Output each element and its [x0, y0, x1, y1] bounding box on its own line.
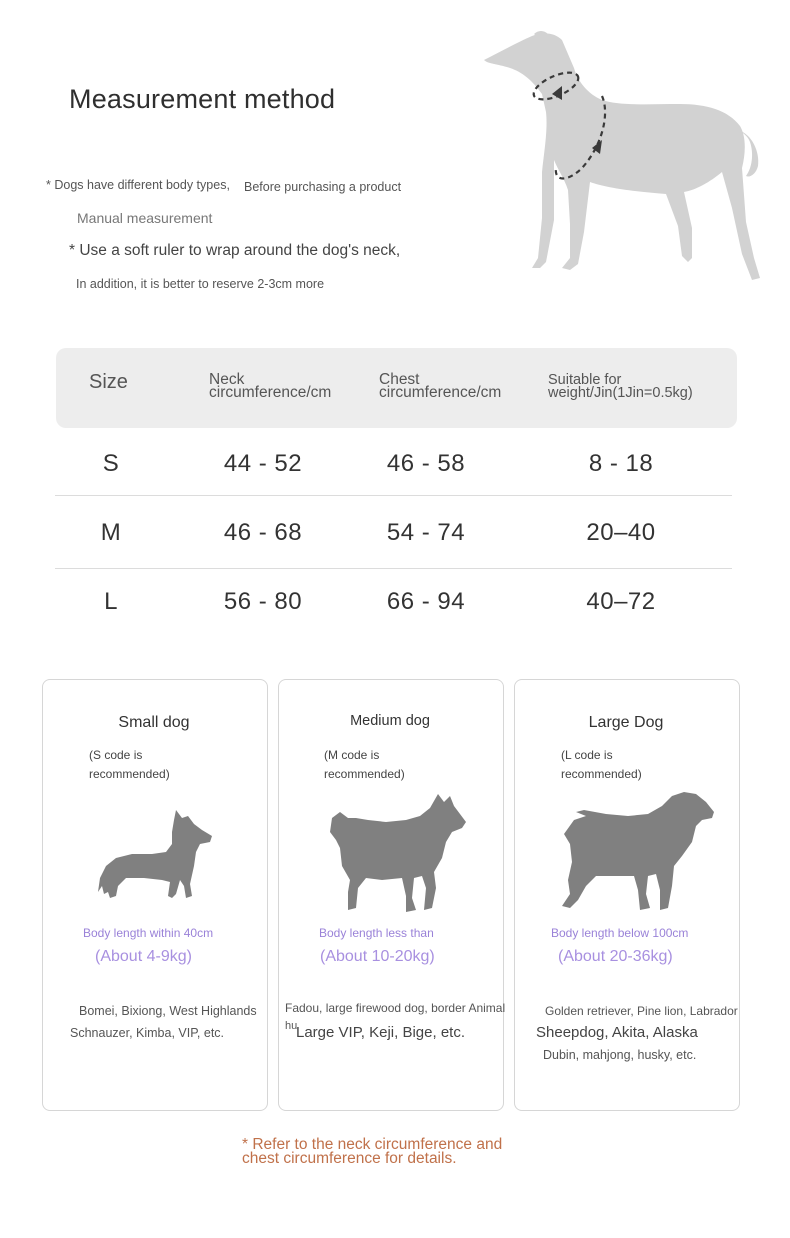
card-small-breeds-line1: Bomei, Bixiong, West Highlands — [79, 1004, 257, 1018]
card-large-title: Large Dog — [588, 714, 664, 731]
card-large-recommendation — [561, 746, 642, 784]
row-m-neck: 46 - 68 — [223, 519, 303, 546]
card-medium-breeds-line1b: hu — [285, 1020, 298, 1032]
row-divider — [55, 495, 732, 496]
row-m-size: M — [100, 519, 122, 546]
row-l-neck: 56 - 80 — [223, 588, 303, 615]
row-divider — [55, 568, 732, 569]
card-large-rec-line2: recommended) — [561, 767, 642, 781]
header-chest — [379, 373, 501, 399]
large-dog-icon — [556, 790, 718, 914]
row-l-size: L — [104, 588, 118, 615]
row-s-chest: 46 - 58 — [386, 450, 466, 477]
small-dog-icon — [92, 806, 218, 906]
card-large-weight: (About 20-36kg) — [558, 948, 673, 965]
card-medium-breeds-line2: Large VIP, Keji, Bige, etc. — [296, 1024, 465, 1041]
footer-note-line2: chest circumference for details. — [242, 1150, 457, 1167]
note-before-purchase: Before purchasing a product — [244, 180, 402, 194]
card-medium-body-length: Body length less than — [319, 926, 434, 940]
card-small-breeds-line2: Schnauzer, Kimba, VIP, etc. — [70, 1026, 225, 1040]
card-small-recommendation — [89, 746, 170, 784]
row-m-chest: 54 - 74 — [386, 519, 466, 546]
card-small-title: Small dog — [118, 714, 190, 731]
header-neck-line1: Neck — [209, 371, 245, 388]
card-large-body-length: Body length below 100cm — [551, 926, 689, 940]
greyhound-silhouette — [484, 31, 760, 280]
header-weight-line2: weight/Jin(1Jin=0.5kg) — [548, 385, 693, 401]
note-reserve: In addition, it is better to reserve 2-3cm more — [76, 277, 325, 291]
card-large-breeds-line1: Golden retriever, Pine lion, Labrador — [545, 1004, 738, 1018]
medium-dog-icon — [326, 792, 468, 914]
greyhound-measurement-illustration — [470, 22, 780, 292]
card-large-breeds-line2: Sheepdog, Akita, Alaska — [536, 1024, 698, 1041]
footer-note-line1: * Refer to the neck circumference and — [242, 1136, 503, 1153]
page-title: Measurement method — [69, 84, 336, 114]
header-size: Size — [89, 371, 128, 393]
row-l-weight: 40–72 — [586, 588, 656, 615]
card-large-breeds-line3: Dubin, mahjong, husky, etc. — [543, 1048, 697, 1062]
header-chest-line1: Chest — [379, 371, 420, 388]
footer-note — [242, 1138, 542, 1166]
card-small-weight: (About 4-9kg) — [95, 948, 192, 965]
header-weight — [548, 374, 693, 400]
card-medium-recommendation — [324, 746, 405, 784]
card-small-body-length: Body length within 40cm — [83, 926, 214, 940]
header-neck-line2: circumference/cm — [209, 384, 332, 401]
header-neck — [209, 373, 331, 399]
card-medium-rec-line1: (M code is — [324, 748, 380, 762]
row-s-size: S — [102, 450, 120, 477]
note-body-types: * Dogs have different body types, — [46, 178, 230, 192]
card-large-rec-line1: (L code is — [561, 748, 613, 762]
header-chest-line2: circumference/cm — [379, 384, 502, 401]
header-weight-line1: Suitable for — [548, 372, 622, 388]
card-medium-rec-line2: recommended) — [324, 767, 405, 781]
note-manual-measurement: Manual measurement — [77, 210, 213, 226]
card-medium-breeds-line1: Fadou, large firewood dog, border Animal — [285, 1001, 506, 1015]
row-s-weight: 8 - 18 — [588, 450, 654, 477]
card-medium-weight: (About 10-20kg) — [320, 948, 435, 965]
row-l-chest: 66 - 94 — [386, 588, 466, 615]
row-m-weight: 20–40 — [586, 519, 656, 546]
card-small-rec-line1: (S code is — [89, 748, 143, 762]
note-soft-ruler: * Use a soft ruler to wrap around the dog's neck, — [69, 242, 401, 259]
card-medium-title: Medium dog — [350, 713, 430, 729]
card-small-rec-line2: recommended) — [89, 767, 170, 781]
row-s-neck: 44 - 52 — [223, 450, 303, 477]
